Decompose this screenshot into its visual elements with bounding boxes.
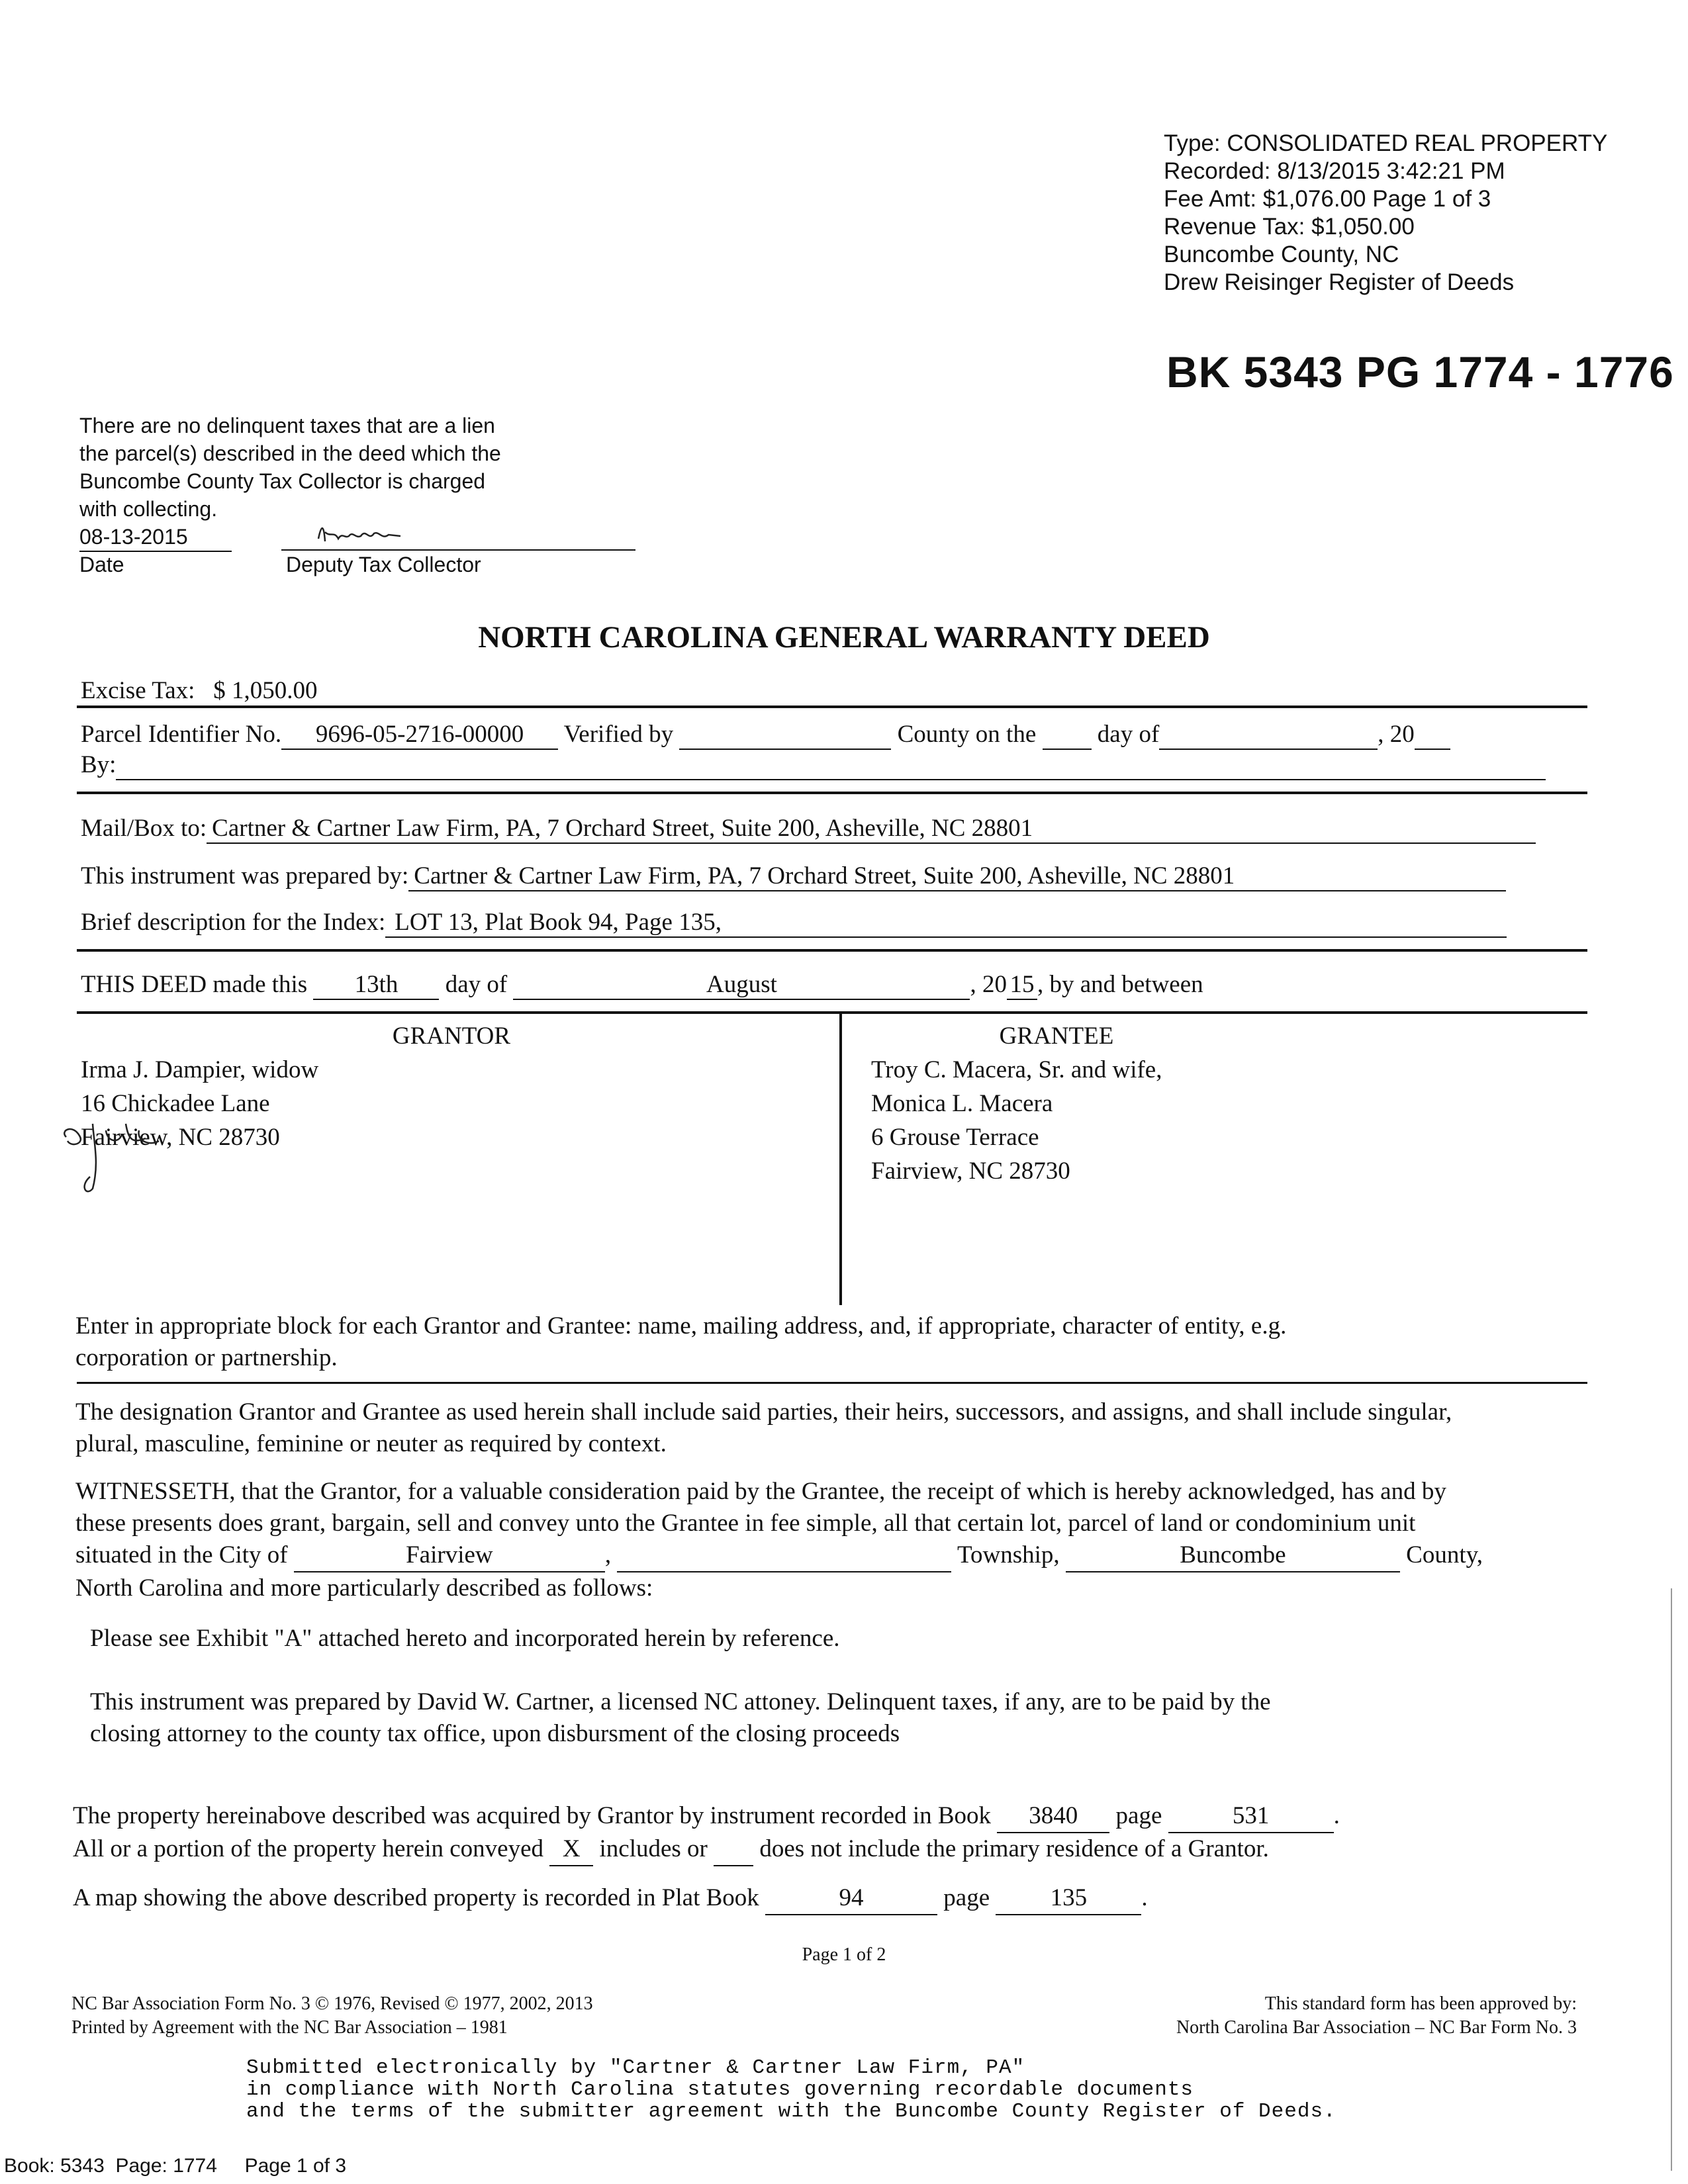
- designation-line-2: plural, masculine, feminine or neuter as required by context.: [75, 1430, 667, 1457]
- tax-certificate: [79, 412, 649, 584]
- page-number: Page 1 of 2: [802, 1944, 886, 1965]
- county-value: Buncombe: [1066, 1539, 1400, 1572]
- preparer-note-line-1: This instrument was prepared by David W. Cartner, a licensed NC attoney. Delinquent taxes, if any, are to be paid by the: [90, 1688, 1271, 1715]
- instructions: [75, 1310, 1598, 1374]
- exhibit-text: Please see Exhibit "A" attached hereto and incorporated herein by reference.: [90, 1625, 840, 1652]
- map-page-label: page: [943, 1884, 990, 1911]
- by-row: [81, 751, 1546, 780]
- rule-3: [77, 949, 1587, 952]
- residence-prefix: All or a portion of the property herein conveyed: [73, 1835, 543, 1862]
- collector-signature-icon: [314, 519, 407, 548]
- prepared-row: [81, 862, 1506, 891]
- submitted-line-3: and the terms of the submitter agreement with the Buncombe County Register of Deeds.: [246, 2100, 1336, 2123]
- preparer-note: [90, 1686, 1613, 1750]
- record-register: Drew Reisinger Register of Deeds: [1164, 269, 1515, 295]
- designation-line-1: The designation Grantor and Grantee as used herein shall include said parties, their heirs, successors, and assigns, and shall include singular,: [75, 1398, 1452, 1426]
- footer-right: [1176, 1992, 1577, 2040]
- brief-row: [81, 908, 1507, 938]
- deed-made-prefix: THIS DEED made this: [81, 971, 308, 998]
- grantee-name: Troy C. Macera, Sr. and wife,: [871, 1056, 1162, 1083]
- rule-5: [77, 1382, 1587, 1384]
- grantor-heading: GRANTOR: [392, 1023, 511, 1050]
- city-value: Fairview: [294, 1539, 605, 1572]
- brief-value: LOT 13, Plat Book 94, Page 135,: [385, 908, 1507, 938]
- tax-line-4: with collecting.: [79, 497, 218, 521]
- includes-label: includes or: [599, 1835, 708, 1862]
- submitted-notice: [246, 2057, 1336, 2122]
- verified-label: Verified by: [563, 721, 674, 748]
- instructions-line-2: corporation or partnership.: [75, 1344, 338, 1371]
- acquired-page: 531: [1168, 1800, 1334, 1833]
- grantor-city: Fairview, NC 28730: [81, 1124, 280, 1151]
- scan-edge: [1671, 1588, 1672, 2171]
- preparer-note-line-2: closing attorney to the county tax office, upon disbursment of the closing proceeds: [90, 1720, 900, 1747]
- brief-label: Brief description for the Index:: [81, 909, 386, 936]
- column-divider: [839, 1014, 842, 1305]
- map-page: 135: [996, 1882, 1141, 1915]
- witnesseth-line-3: situated in the City of Fairview , Township, Buncombe County,: [75, 1539, 1611, 1572]
- grantee-block: [871, 1019, 1586, 1188]
- deed-made-row: [81, 970, 1203, 1000]
- tax-line-1: There are no delinquent taxes that are a lien: [79, 414, 495, 437]
- township-blank: [617, 1539, 951, 1572]
- deed-day: 13th: [313, 970, 439, 1000]
- prepared-label: This instrument was prepared by:: [81, 862, 409, 889]
- grantor-name: Irma J. Dampier, widow: [81, 1056, 319, 1083]
- by-label: By:: [81, 751, 117, 778]
- acquired-book: 3840: [997, 1800, 1109, 1833]
- instructions-line-1: Enter in appropriate block for each Grantor and Grantee: name, mailing address, and, if appropriate, character of entity, e.g.: [75, 1312, 1287, 1340]
- designation: [75, 1396, 1611, 1460]
- book-page-stamp: BK 5343 PG 1774 - 1776: [1166, 347, 1674, 396]
- grantor-street: 16 Chickadee Lane: [81, 1090, 270, 1117]
- rule-4: [77, 1011, 1587, 1014]
- footer-left-1: NC Bar Association Form No. 3 © 1976, Revised © 1977, 2002, 2013: [71, 1993, 593, 2014]
- not-include-label: does not include the primary residence of a Grantor.: [759, 1835, 1269, 1862]
- deed-month: August: [513, 970, 970, 1000]
- year-blank: [1415, 720, 1450, 750]
- grantee-name-2: Monica L. Macera: [871, 1090, 1053, 1117]
- record-type: Type: CONSOLIDATED REAL PROPERTY: [1164, 130, 1608, 156]
- excise-value: $ 1,050.00: [213, 677, 318, 704]
- map-prefix: A map showing the above described property is recorded in Plat Book: [73, 1884, 759, 1911]
- tax-date-label: Date: [79, 553, 124, 576]
- tax-collector-label: Deputy Tax Collector: [286, 553, 481, 576]
- footer-right-2: North Carolina Bar Association – NC Bar Form No. 3: [1176, 2017, 1577, 2038]
- deed-year: 15: [1007, 970, 1037, 1000]
- grantee-city: Fairview, NC 28730: [871, 1158, 1070, 1185]
- county-on-label: County on the: [897, 721, 1037, 748]
- footer-right-1: This standard form has been approved by:: [1264, 1993, 1577, 2014]
- prepared-value: Cartner & Cartner Law Firm, PA, 7 Orchard Street, Suite 200, Asheville, NC 28801: [408, 862, 1506, 891]
- mail-label: Mail/Box to:: [81, 815, 207, 842]
- deed-title: NORTH CAROLINA GENERAL WARRANTY DEED: [478, 620, 1210, 655]
- acquired-prefix: The property hereinabove described was acquired by Grantor by instrument recorded in Book: [73, 1802, 992, 1829]
- parcel-label: Parcel Identifier No.: [81, 721, 282, 748]
- record-fee: Fee Amt: $1,076.00 Page 1 of 3: [1164, 186, 1491, 212]
- mail-value: Cartner & Cartner Law Firm, PA, 7 Orchard Street, Suite 200, Asheville, NC 28801: [207, 814, 1536, 844]
- parcel-id: 9696-05-2716-00000: [281, 720, 558, 750]
- submitted-line-2: in compliance with North Carolina statutes governing recordable documents: [246, 2078, 1194, 2101]
- witnesseth-line-2: these presents does grant, bargain, sell and convey unto the Grantee in fee simple, all that certain lot, parcel of land or condominium unit: [75, 1510, 1416, 1537]
- township-label: Township,: [957, 1541, 1060, 1569]
- by-blank: [116, 751, 1546, 780]
- deed-day-of: day of: [445, 971, 508, 998]
- map-book: 94: [765, 1882, 937, 1915]
- verified-blank: [679, 720, 891, 750]
- tax-date: 08-13-2015: [79, 523, 232, 552]
- acquired-row: The property hereinabove described was acquired by Grantor by instrument recorded in Book 3840 page 531 .: [73, 1800, 1340, 1833]
- record-revenue: Revenue Tax: $1,050.00: [1164, 214, 1415, 240]
- rule-2: [77, 792, 1587, 794]
- map-row: A map showing the above described property is recorded in Plat Book 94 page 135 .: [73, 1882, 1148, 1915]
- record-county: Buncombe County, NC: [1164, 242, 1399, 267]
- recording-block: [1164, 130, 1607, 296]
- excise-label: Excise Tax:: [81, 677, 195, 704]
- day-blank: [1043, 720, 1092, 750]
- book-page-footer: Book: 5343 Page: 1774 Page 1 of 3: [4, 2155, 347, 2177]
- record-date: Recorded: 8/13/2015 3:42:21 PM: [1164, 158, 1505, 184]
- parcel-row: [81, 720, 1450, 750]
- grantor-block: [81, 1019, 822, 1154]
- footer-left-2: Printed by Agreement with the NC Bar Association – 1981: [71, 2017, 508, 2038]
- not-include-mark: [714, 1833, 753, 1866]
- submitted-line-1: Submitted electronically by "Cartner & Cartner Law Firm, PA": [246, 2056, 1025, 2079]
- witnesseth: [75, 1476, 1611, 1604]
- grantor-initials-icon: [53, 1104, 172, 1203]
- deed-suffix: , by and between: [1037, 971, 1203, 998]
- acquired-page-label: page: [1115, 1802, 1162, 1829]
- rule-1: [77, 705, 1587, 708]
- tax-collector-signature-line: [281, 523, 635, 551]
- year-prefix: , 20: [1378, 721, 1415, 748]
- county-suffix: County,: [1406, 1541, 1483, 1569]
- tax-line-2: the parcel(s) described in the deed which the: [79, 441, 501, 465]
- mail-row: [81, 814, 1536, 844]
- grantee-heading: GRANTEE: [999, 1023, 1114, 1050]
- footer-left: [71, 1992, 593, 2040]
- city-prefix: situated in the City of: [75, 1541, 288, 1569]
- deed-year-prefix: , 20: [970, 971, 1007, 998]
- excise-tax-row: [81, 676, 317, 705]
- residence-row: [73, 1833, 1269, 1866]
- witnesseth-line-1: WITNESSETH, that the Grantor, for a valuable consideration paid by the Grantee, the receipt of which is hereby acknowledged, has and by: [75, 1478, 1446, 1505]
- witnesseth-line-4: North Carolina and more particularly described as follows:: [75, 1574, 653, 1602]
- tax-line-3: Buncombe County Tax Collector is charged: [79, 469, 486, 493]
- grantee-street: 6 Grouse Terrace: [871, 1124, 1039, 1151]
- month-blank: [1159, 720, 1378, 750]
- day-of-label: day of: [1097, 721, 1160, 748]
- includes-mark: X: [549, 1833, 593, 1866]
